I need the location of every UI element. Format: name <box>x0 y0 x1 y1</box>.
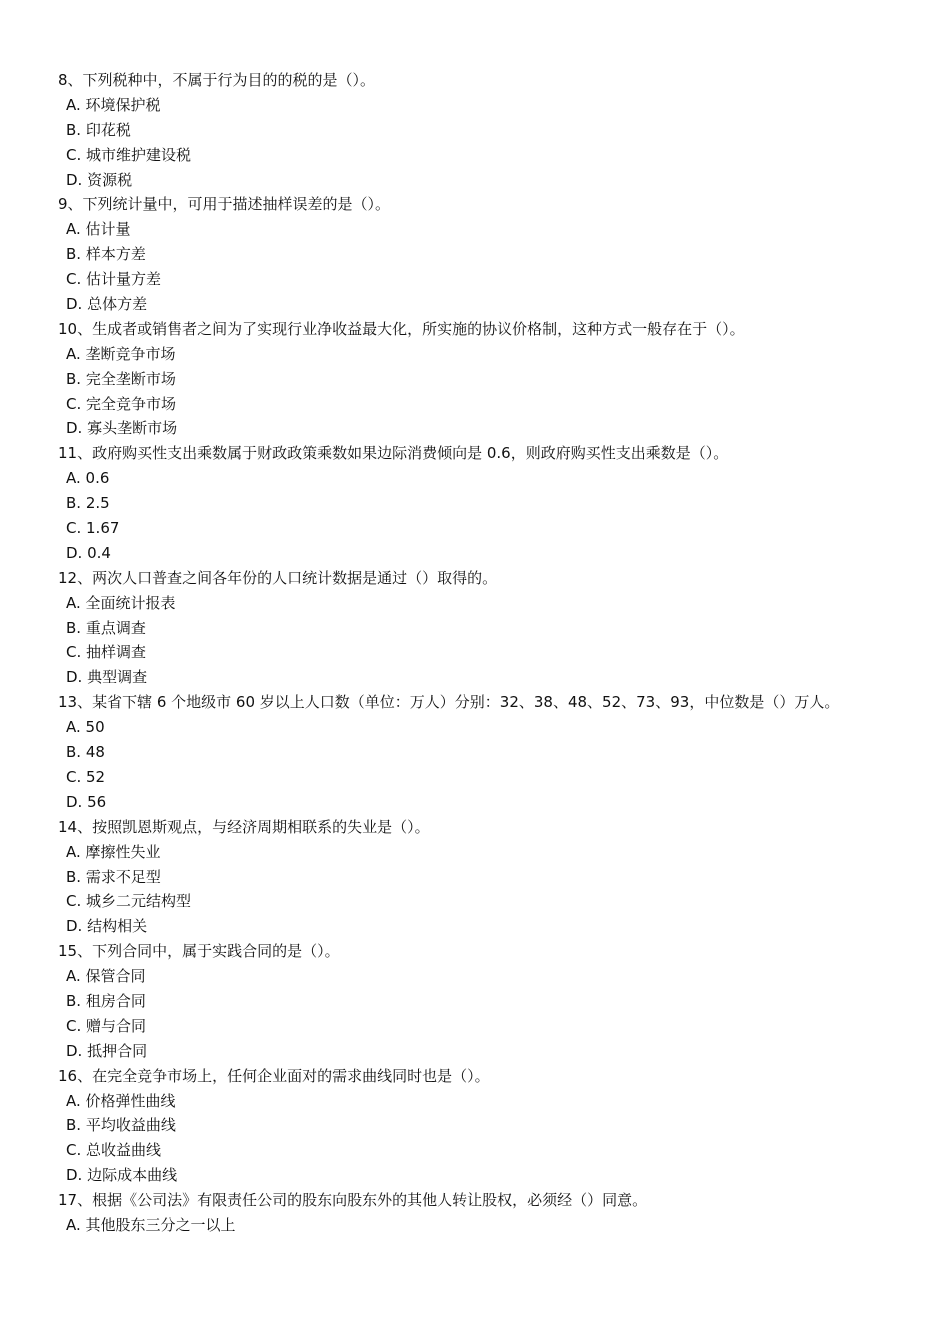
answer-option: C. 城市维护建设税 <box>66 145 192 164</box>
answer-option: A. 保管合同 <box>66 967 146 986</box>
answer-option: B. 需求不足型 <box>66 867 161 886</box>
question-text: 9、下列统计量中，可用于描述抽样误差的是（）。 <box>58 195 391 214</box>
answer-option: D. 边际成本曲线 <box>66 1166 178 1185</box>
answer-option: D. 0.4 <box>66 543 111 562</box>
question-block <box>0 1064 950 1188</box>
answer-option: B. 2.5 <box>66 494 110 513</box>
answer-option: A. 全面统计报表 <box>66 593 176 612</box>
question-block <box>0 317 950 441</box>
answer-option: D. 资源税 <box>66 170 133 189</box>
answer-option: C. 估计量方差 <box>66 270 162 289</box>
answer-option: C. 城乡二元结构型 <box>66 892 192 911</box>
answer-option: C. 赠与合同 <box>66 1016 147 1035</box>
answer-option: D. 抵押合同 <box>66 1041 148 1060</box>
question-text: 8、下列税种中，不属于行为目的的税的是（）。 <box>58 71 376 89</box>
question-text: 15、下列合同中，属于实践合同的是（）。 <box>58 942 340 961</box>
question-block <box>0 441 950 565</box>
answer-option: C. 完全竞争市场 <box>66 394 177 413</box>
question-text: 13、某省下辖 6 个地级市 60 岁以上人口数（单位：万人）分别：32、38、48、52、73、93，中位数是（）万人。 <box>58 693 840 712</box>
question-text: 14、按照凯恩斯观点，与经济周期相联系的失业是（）。 <box>58 817 430 836</box>
question-block <box>0 566 950 690</box>
answer-option: D. 典型调查 <box>66 668 148 687</box>
answer-option: A. 其他股东三分之一以上 <box>66 1215 236 1234</box>
answer-option: C. 总收益曲线 <box>66 1141 162 1160</box>
question-block <box>0 815 950 939</box>
answer-option: A. 环境保护税 <box>66 95 161 114</box>
answer-option: B. 印花税 <box>66 120 131 139</box>
answer-option: B. 48 <box>66 743 105 762</box>
answer-option: B. 平均收益曲线 <box>66 1116 176 1135</box>
question-block <box>0 939 950 1063</box>
document-page <box>0 68 950 1238</box>
answer-option: D. 结构相关 <box>66 917 148 936</box>
answer-option: A. 50 <box>66 718 105 737</box>
question-block <box>0 68 950 192</box>
question-block <box>0 192 950 316</box>
question-text: 16、在完全竞争市场上，任何企业面对的需求曲线同时也是（）。 <box>58 1066 490 1085</box>
answer-option: D. 56 <box>66 792 107 811</box>
answer-option: A. 垄断竞争市场 <box>66 344 176 363</box>
question-block <box>0 1188 950 1238</box>
answer-option: A. 估计量 <box>66 220 131 239</box>
question-text: 12、两次人口普查之间各年份的人口统计数据是通过（）取得的。 <box>58 568 498 587</box>
question-text: 10、生成者或销售者之间为了实现行业净收益最大化，所实施的协议价格制，这种方式一般存在于（）。 <box>58 319 745 338</box>
answer-option: B. 重点调查 <box>66 618 146 637</box>
answer-option: A. 0.6 <box>66 469 110 488</box>
question-text: 11、政府购买性支出乘数属于财政政策乘数如果边际消费倾向是 0.6，则政府购买性支出乘数是（）。 <box>58 444 729 463</box>
question-text: 17、根据《公司法》有限责任公司的股东向股东外的其他人转让股权，必须经（）同意。 <box>58 1191 648 1210</box>
question-block <box>0 690 950 814</box>
answer-option: B. 租房合同 <box>66 991 146 1010</box>
answer-option: C. 52 <box>66 767 106 786</box>
answer-option: A. 价格弹性曲线 <box>66 1091 176 1110</box>
answer-option: B. 样本方差 <box>66 245 146 264</box>
answer-option: C. 1.67 <box>66 519 120 538</box>
answer-option: C. 抽样调查 <box>66 643 147 662</box>
answer-option: D. 总体方差 <box>66 295 148 314</box>
answer-option: A. 摩擦性失业 <box>66 842 161 861</box>
answer-option: D. 寡头垄断市场 <box>66 419 178 438</box>
answer-option: B. 完全垄断市场 <box>66 369 176 388</box>
